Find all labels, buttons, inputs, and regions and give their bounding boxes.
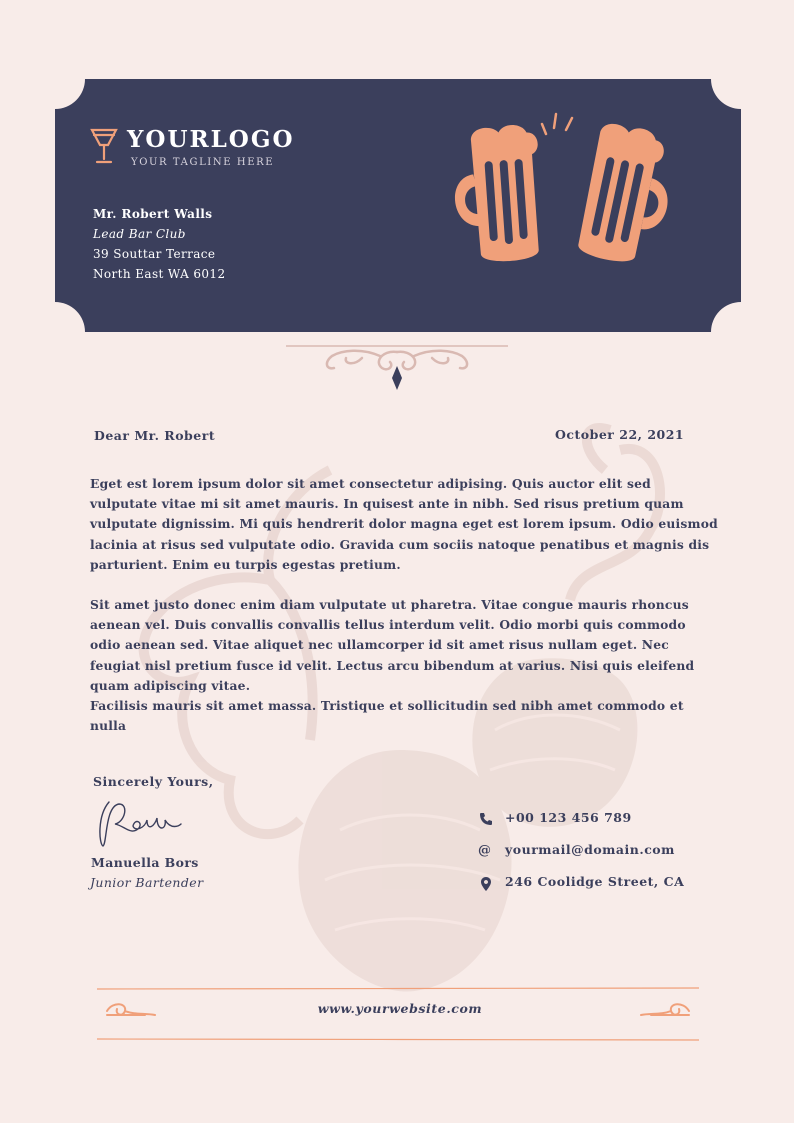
contact-phone: +00 123 456 789	[505, 810, 632, 825]
location-pin-icon	[478, 876, 494, 892]
beer-mugs-illustration	[448, 112, 688, 277]
paragraph-1: Eget est lorem ipsum dolor sit amet consectetur adipising. Quis auctor elit sed vulputate vitae mi sit amet mauris. In quisest ante in nibh. Sed risus pretium quam vulputate dignissim. Mi quis hendrerit dolor magna eget est lorem ipsum. Odio euismod lacinia at risus sed vulputate odio. Gravida cum sociis natoque penatibus et magnis dis parturient. Enim eu turpis egestas pretium.	[90, 476, 718, 572]
recipient-city: North East WA 6012	[93, 267, 226, 281]
recipient-company: Lead Bar Club	[93, 227, 186, 241]
signer-role: Junior Bartender	[90, 875, 204, 890]
phone-icon	[478, 811, 494, 827]
recipient-name: Mr. Robert Walls	[93, 207, 213, 221]
ornament-divider	[282, 340, 512, 392]
recipient-street: 39 Souttar Terrace	[93, 247, 216, 261]
signature	[95, 796, 185, 850]
logo-tagline: YOUR TAGLINE HERE	[131, 157, 275, 168]
paragraph-2: Sit amet justo donec enim diam vulputate ut pharetra. Vitae congue mauris rhoncus aenean vel. Duis convallis convallis tellus interdum velit. Odio morbi quis commodo odio aenean sed. Vitae aliquet nec ullamcorper id sit amet risus nullam eget. Nec feugiat nisl pretium fusce id velit. Lectus arcu bibendum at varius. Nisi quis eleifend quam adipiscing vitae.	[90, 597, 695, 693]
at-icon: @	[478, 843, 491, 858]
letter-date: October 22, 2021	[555, 427, 685, 442]
signer-name: Manuella Bors	[91, 855, 199, 870]
logo-text: YOURLOGO	[127, 126, 295, 153]
contact-email: yourmail@domain.com	[505, 842, 675, 857]
closing: Sincerely Yours,	[93, 774, 214, 789]
cocktail-glass-icon	[90, 127, 118, 165]
contact-address: 246 Coolidge Street, CA	[505, 874, 685, 889]
paragraph-3: Facilisis mauris sit amet massa. Tristique et sollicitudin sed nibh amet commodo et nulla	[90, 698, 684, 734]
footer-website: www.yourwebsite.com	[317, 1001, 483, 1016]
salutation: Dear Mr. Robert	[94, 428, 216, 443]
